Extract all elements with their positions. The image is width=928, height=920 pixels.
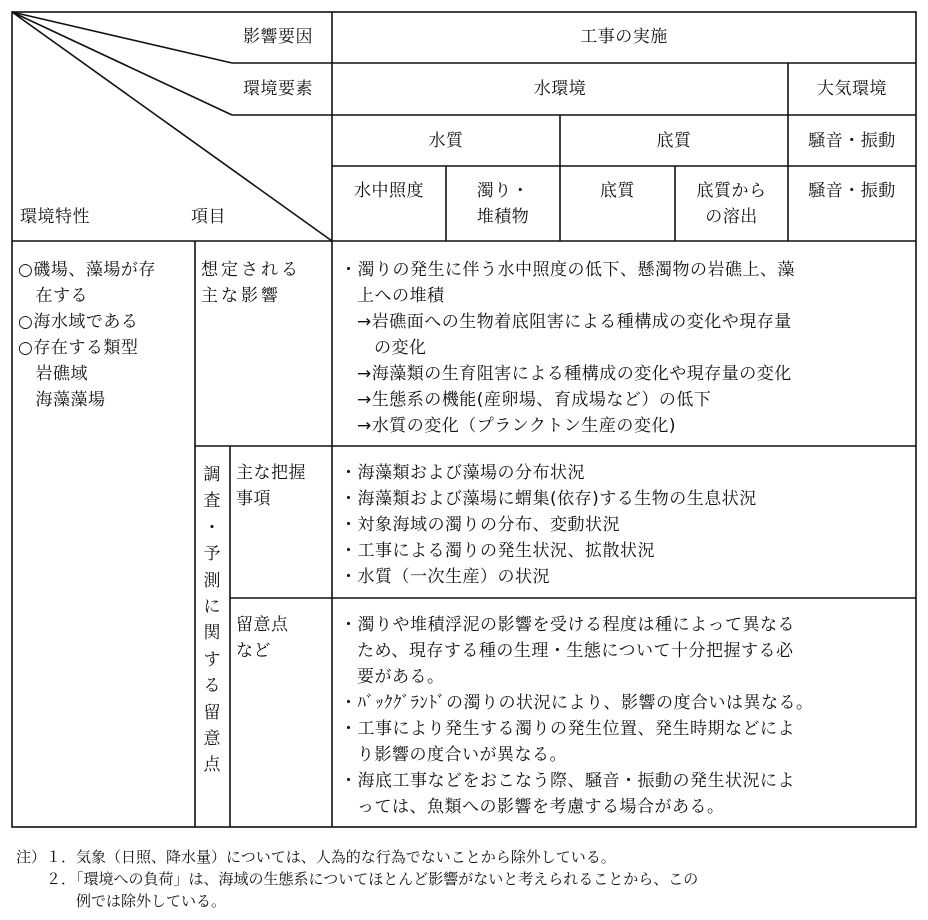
factor-label: 影響要因 bbox=[243, 27, 313, 47]
noise-vibration-header: 騒音・振動 bbox=[808, 131, 896, 151]
list-item: ・海藻類および藻場に蝟集(依存)する生物の生息状況 bbox=[340, 489, 757, 509]
col-sediment: 底質 bbox=[600, 181, 635, 201]
item-label: 項目 bbox=[191, 207, 226, 227]
list-item: ○海水域である bbox=[18, 312, 139, 332]
list-item: 岩礁域 bbox=[18, 364, 88, 384]
col-underwater-illuminance: 水中照度 bbox=[354, 181, 424, 201]
list-item: ○磯場、藻場が存 bbox=[18, 260, 156, 280]
footnote-2: ２．「環境への負荷」は、海域の生態系についてほとんど影響がないと考えられることから、この bbox=[16, 870, 699, 888]
col-noise-vibration: 騒音・振動 bbox=[808, 181, 896, 201]
survey-vertical-label: 調 査 ・ 予 測 に 関 す る 留 意 点 bbox=[203, 465, 221, 776]
characteristics-list bbox=[18, 257, 156, 413]
caution-content: ・濁りや堆積浮泥の影響を受ける程度は種によって異なる ため、現存する種の生理・生態について十分把握する必 要がある。 ・ﾊﾞｯｸｸﾞﾗﾝﾄﾞの濁りの状況により、影響の度合いは異なる。 ・工事により発生する濁りの発生位置、発生時期などによ り影響の度合いが異なる。 ・海底工事などをおこなう際、騒音・振動の発生状況によ っては、魚類への影響を考慮する場合がある。 bbox=[340, 615, 814, 817]
footnote-1: 注）１．気象（日照、降水量）については、人為的な行為でないことから除外している。 bbox=[16, 848, 616, 866]
impact-label: 想定される 主な影響 bbox=[201, 260, 301, 306]
footnotes bbox=[16, 846, 698, 912]
sediment-header: 底質 bbox=[656, 131, 692, 151]
characteristic-label: 環境特性 bbox=[20, 207, 90, 227]
col-turbidity: 濁り・ 堆積物 bbox=[476, 181, 530, 227]
list-item: 海藻藻場 bbox=[18, 390, 106, 410]
list-item: 在する bbox=[18, 286, 88, 306]
list-item: ・対象海域の濁りの分布、変動状況 bbox=[340, 515, 620, 535]
factor-value: 工事の実施 bbox=[580, 27, 668, 47]
caution-label: 留意点 など bbox=[236, 615, 289, 661]
list-item: ・水質（一次生産）の状況 bbox=[340, 567, 550, 587]
grasp-label: 主な把握 事項 bbox=[236, 463, 306, 509]
water-env-header: 水環境 bbox=[533, 79, 587, 99]
water-quality-header: 水質 bbox=[428, 131, 464, 151]
list-item: ・工事による濁りの発生状況、拡散状況 bbox=[340, 541, 655, 561]
footnote-2-cont: 例では除外している。 bbox=[16, 892, 227, 910]
element-label: 環境要素 bbox=[243, 79, 313, 99]
col-sediment-elution: 底質から の溶出 bbox=[696, 181, 767, 227]
grasp-content bbox=[340, 460, 757, 590]
list-item: ○存在する類型 bbox=[18, 338, 139, 358]
impact-content: ・濁りの発生に伴う水中照度の低下、懸濁物の岩礁上、藻 上への堆積 →岩礁面への生物着底阻害による種構成の変化や現存量 の変化 →海藻類の生育阻害による種構成の変化や現存量の変化 →生態系の機能(産卵場、育成場など）の低下 →水質の変化（プランクトン生産の変化) bbox=[340, 260, 795, 436]
list-item: ・海藻類および藻場の分布状況 bbox=[340, 463, 585, 483]
air-env-header: 大気環境 bbox=[817, 79, 887, 99]
